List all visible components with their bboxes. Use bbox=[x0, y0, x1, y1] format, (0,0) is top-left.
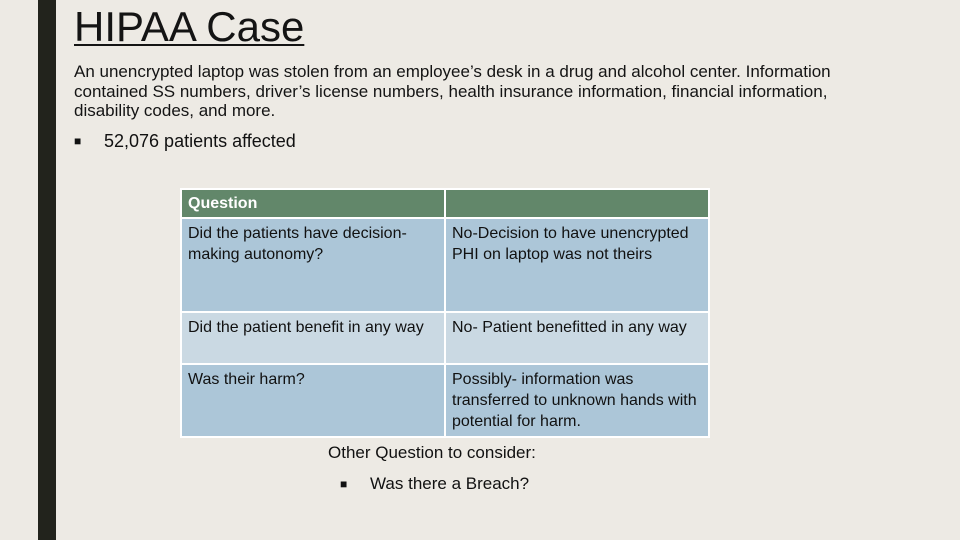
table-header-question: Question bbox=[181, 189, 445, 218]
table-row bbox=[181, 364, 709, 437]
slide-title: HIPAA Case bbox=[74, 3, 305, 50]
bullet-square-icon: ■ bbox=[74, 134, 82, 148]
table-cell-answer: Possibly- information was transferred to unknown hands with potential for harm. bbox=[445, 364, 709, 437]
bullet-square-icon: ■ bbox=[340, 477, 348, 491]
table-row bbox=[181, 312, 709, 364]
table-cell-answer: No-Decision to have unencrypted PHI on laptop was not theirs bbox=[445, 218, 709, 312]
ethics-question-table bbox=[180, 188, 710, 438]
patients-affected-bullet bbox=[74, 130, 296, 152]
intro-paragraph: An unencrypted laptop was stolen from an employee’s desk in a drug and alcohol center. Information contained SS numbers, driver’s license numbers, health insurance information, financial information, disability codes, and more. bbox=[74, 62, 831, 120]
table-cell-question: Did the patient benefit in any way bbox=[181, 312, 445, 364]
table-cell-question: Did the patients have decision-making autonomy? bbox=[181, 218, 445, 312]
table-header-answer bbox=[445, 189, 709, 218]
patients-affected-text: 52,076 patients affected bbox=[104, 131, 296, 151]
left-accent-bar bbox=[38, 0, 56, 540]
table-cell-answer: No- Patient benefitted in any way bbox=[445, 312, 709, 364]
breach-question-bullet bbox=[340, 473, 529, 495]
table-header-row bbox=[181, 189, 709, 218]
table-row bbox=[181, 218, 709, 312]
other-question-heading: Other Question to consider: bbox=[328, 443, 536, 462]
table-cell-question: Was their harm? bbox=[181, 364, 445, 437]
breach-question-text: Was there a Breach? bbox=[370, 474, 530, 493]
